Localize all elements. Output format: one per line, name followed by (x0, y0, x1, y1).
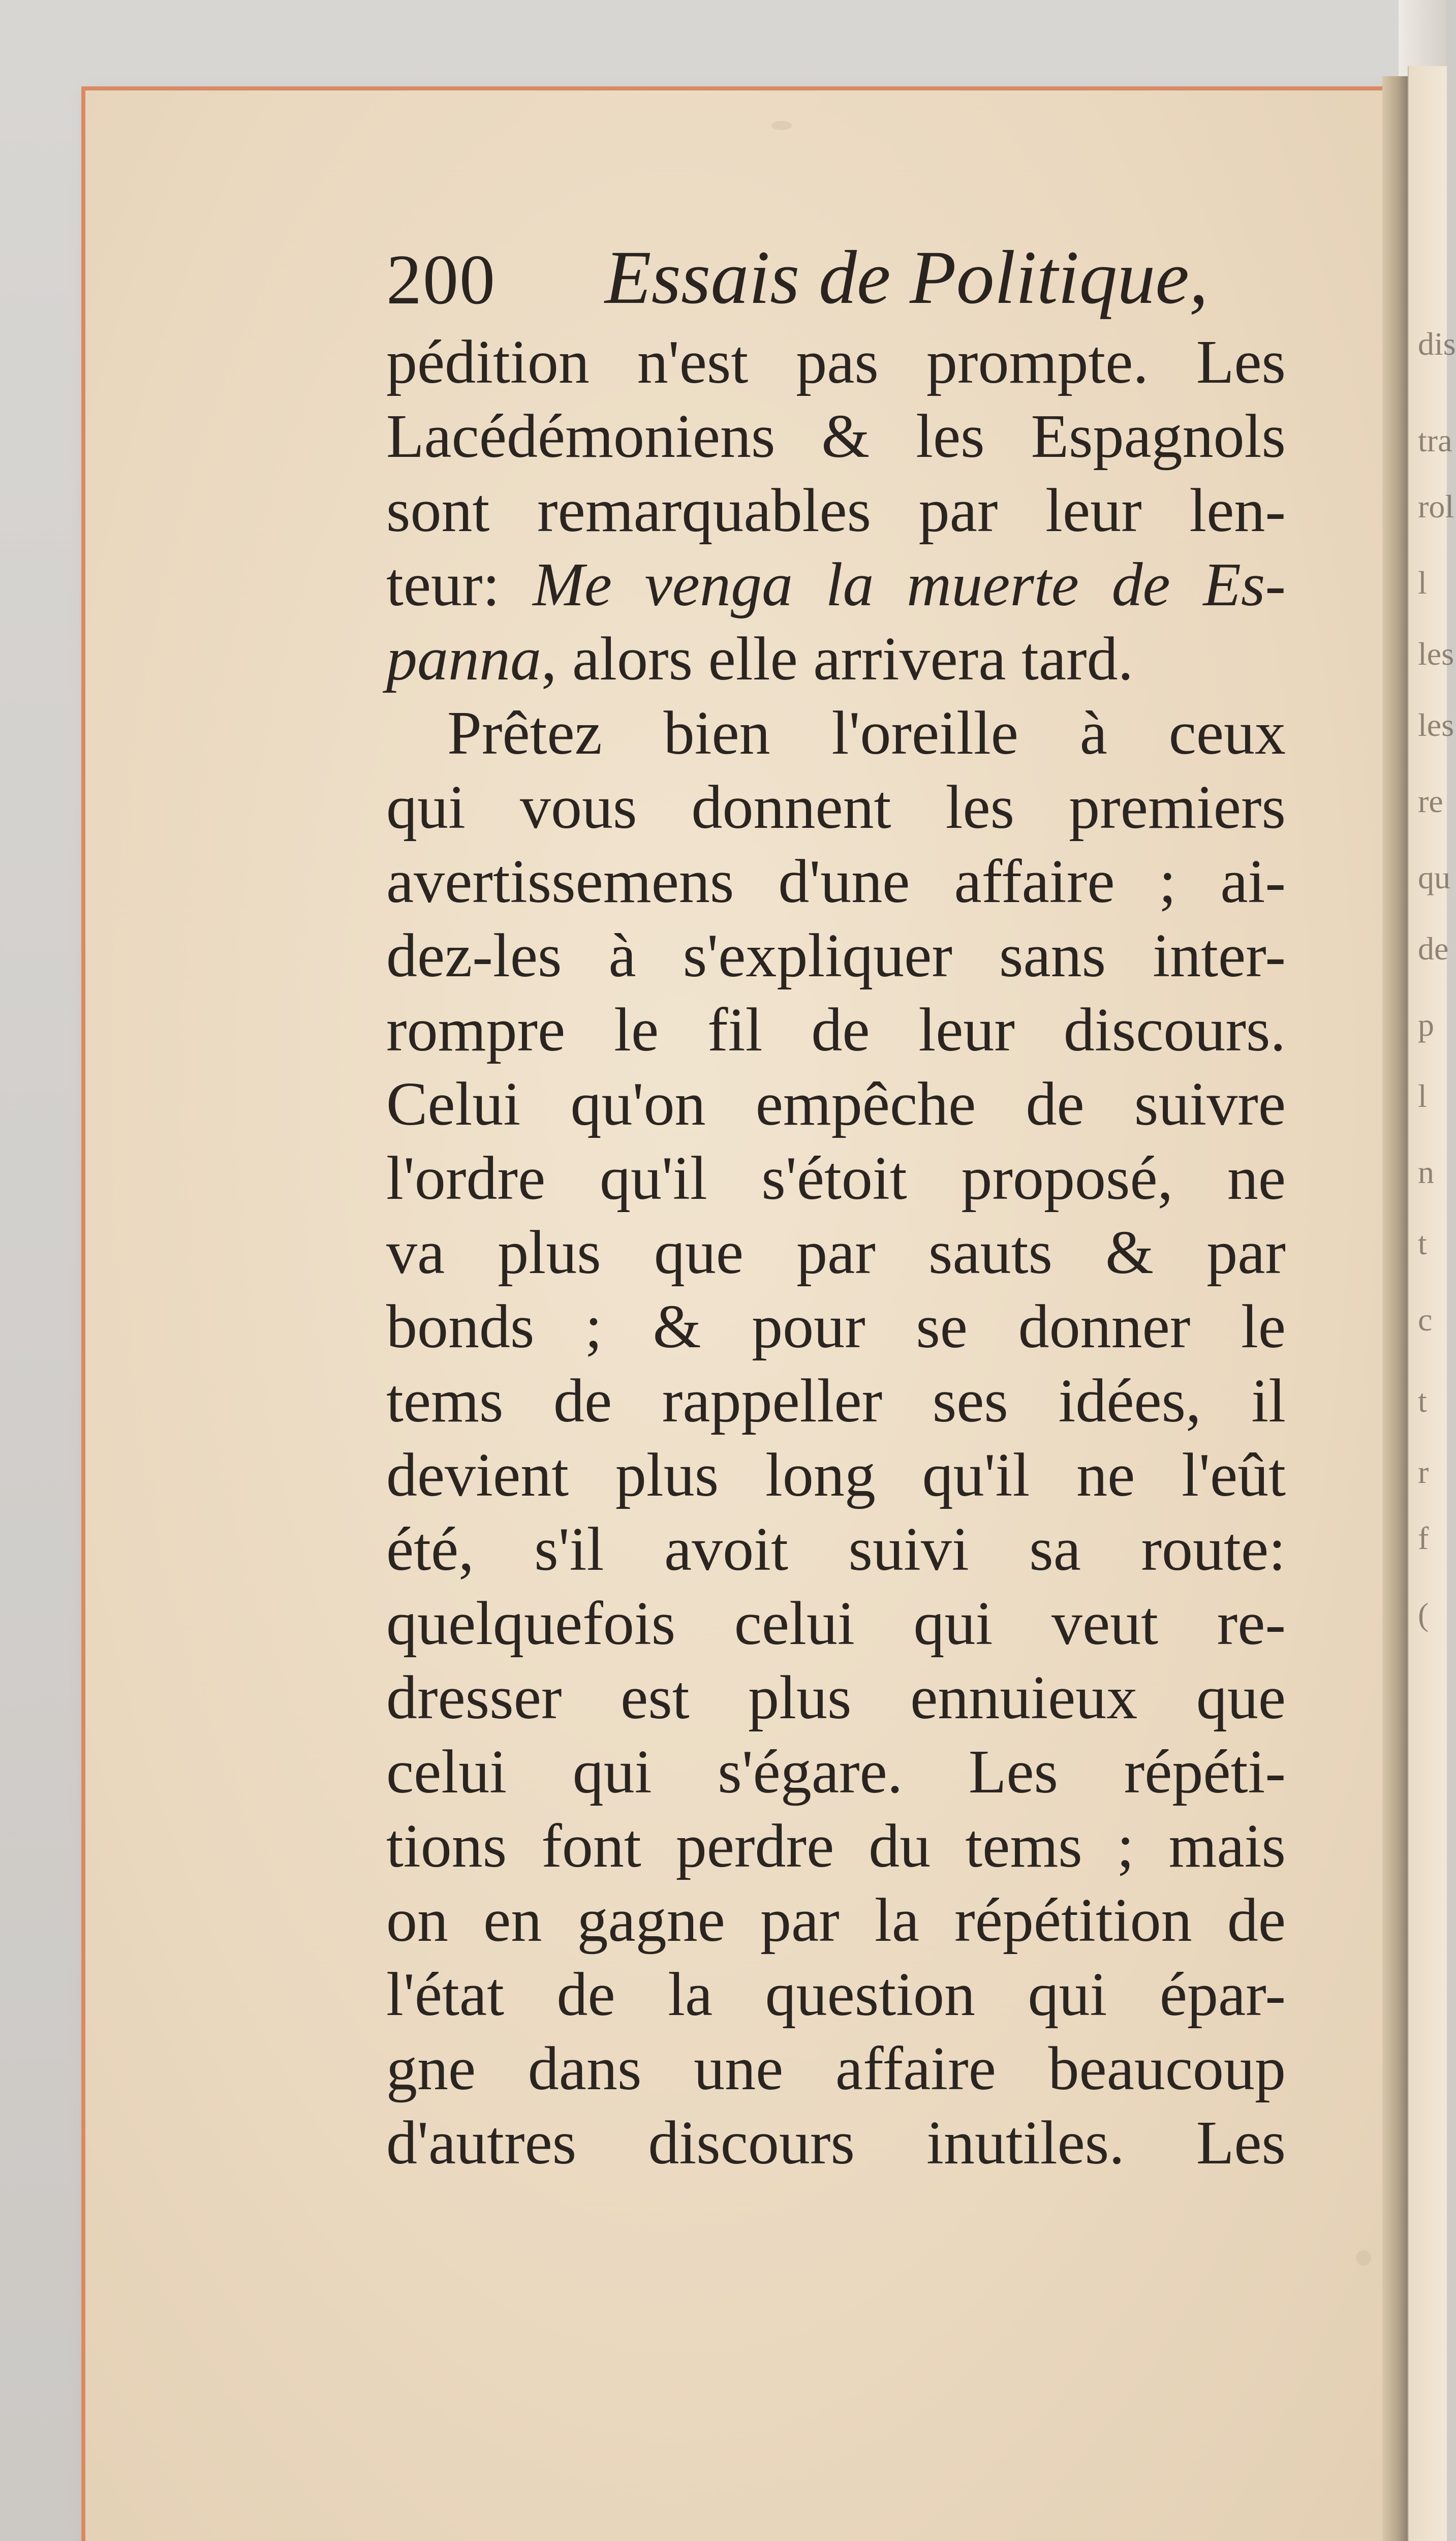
text-line: va plus que par sauts & par (386, 1218, 1286, 1287)
text-line: rompre le fil de leur discours. (386, 996, 1286, 1064)
text-line: gne dans une affaire beaucoup (386, 2034, 1286, 2103)
bleed-text: l (1418, 565, 1427, 601)
text-line: l'ordre qu'il s'étoit proposé, ne (386, 1144, 1286, 1213)
text-line: tems de rappeller ses idées, il (386, 1367, 1286, 1435)
text-line (386, 622, 1286, 696)
book-gutter (1382, 76, 1408, 2541)
text-span: , alors elle arrivera tard. (541, 625, 1134, 693)
bleed-text: ( (1418, 1596, 1429, 1632)
text-line: qui vous donnent les premiers (386, 773, 1286, 842)
bleed-text: rol (1418, 488, 1454, 524)
text-line: été, s'il avoit suivi sa route: (386, 1515, 1286, 1584)
body-text (386, 325, 1286, 2180)
bleed-text: p (1418, 1007, 1434, 1043)
spanish-quote: Me venga la muerte de Es- (533, 550, 1286, 619)
text-line: devient plus long qu'il ne l'eût (386, 1441, 1286, 1509)
bleed-text: tra (1418, 422, 1452, 458)
text-line: on en gagne par la répétition de (386, 1886, 1286, 1955)
paper-spot (1356, 2250, 1371, 2266)
text-line: dez-les à s'expliquer sans inter- (386, 921, 1286, 990)
bleed-text: c (1418, 1302, 1433, 1338)
text-line: sont remarquables par leur len- (386, 476, 1286, 545)
running-head (386, 235, 1352, 330)
bleed-text: les (1418, 636, 1454, 672)
text-line: pédition n'est pas prompte. Les (386, 328, 1286, 396)
text-line: tions font perdre du tems ; mais (386, 1812, 1286, 1880)
text-line: l'état de la question qui épar- (386, 1960, 1286, 2029)
bleed-text: de (1418, 931, 1449, 967)
bleed-text: n (1418, 1154, 1434, 1190)
bleed-text: f (1418, 1520, 1429, 1556)
text-line: Celui qu'on empêche de suivre (386, 1070, 1286, 1138)
bleed-text: l (1418, 1078, 1427, 1114)
spanish-quote: panna (386, 625, 541, 693)
text-line: avertissemens d'une affaire ; ai- (386, 847, 1286, 916)
bleed-text: les (1418, 707, 1454, 743)
bleed-text: t (1418, 1383, 1427, 1419)
paper-spot (771, 121, 792, 130)
bleed-text: t (1418, 1225, 1427, 1261)
text-line: d'autres discours inutiles. Les (386, 2109, 1286, 2177)
text-line: bonds ; & pour se donner le (386, 1292, 1286, 1361)
bleed-text: re (1418, 783, 1443, 819)
text-line: celui qui s'égare. Les répéti- (386, 1738, 1286, 1806)
text-line (386, 548, 1286, 622)
bleed-text: dis (1418, 326, 1456, 362)
bleed-text: r (1418, 1454, 1429, 1490)
text-line: quelquefois celui qui veut re- (386, 1589, 1286, 1658)
text-span: teur: (386, 550, 533, 619)
running-title: Essais de Politique, (605, 235, 1209, 320)
bleed-text: qu (1418, 859, 1450, 895)
page-number: 200 (386, 240, 496, 319)
text-line: dresser est plus ennuieux que (386, 1663, 1286, 1732)
text-line: Prêtez bien l'oreille à ceux (447, 699, 1286, 767)
text-line: Lacédémoniens & les Espagnols (386, 402, 1286, 471)
